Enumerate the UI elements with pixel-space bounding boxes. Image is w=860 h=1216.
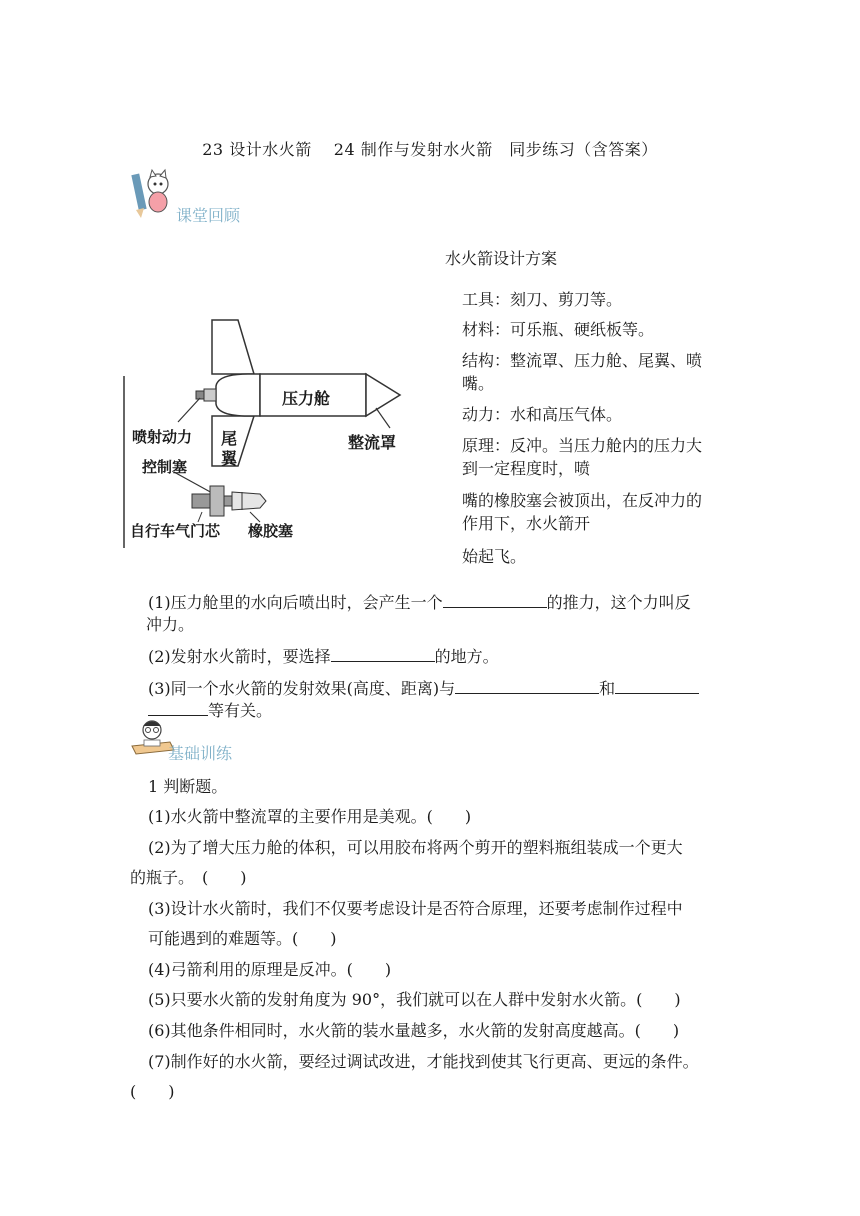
plan-structure-1: 结构：整流罩、压力舱、尾翼、喷 [462, 351, 703, 370]
review-question-2 [148, 645, 499, 668]
label-fin-1: 尾 [221, 429, 238, 448]
q2-text-a: (2)发射水火箭时，要选择 [148, 647, 331, 666]
q3-text-c: 等有关。 [208, 701, 273, 720]
label-fairing: 整流罩 [348, 433, 397, 452]
rocket-diagram [120, 316, 420, 552]
pencil-cat-icon [130, 168, 176, 220]
plan-heading: 水火箭设计方案 [445, 249, 558, 268]
review-question-1-cont: 冲力。 [146, 615, 195, 634]
plan-principle-1: 原理：反冲。当压力舱内的压力大 [462, 436, 703, 455]
q3-text-b: 和 [599, 679, 616, 698]
basic-item-4: (4)弓箭利用的原理是反冲。( ) [148, 960, 392, 979]
plan-power: 动力：水和高压气体。 [462, 405, 623, 424]
review-question-1 [148, 591, 691, 614]
basic-item-5: (5)只要水火箭的发射角度为 90°，我们就可以在人群中发射水火箭。( ) [148, 990, 681, 1009]
q2-text-b: 的地方。 [434, 647, 499, 666]
q3-blank-1[interactable] [455, 677, 599, 694]
basic-item-6: (6)其他条件相同时，水火箭的装水量越多，水火箭的发射高度越高。( ) [148, 1021, 680, 1040]
label-chamber: 压力舱 [282, 389, 331, 408]
q1-blank[interactable] [443, 591, 547, 608]
basic-item-1: (1)水火箭中整流罩的主要作用是美观。( ) [148, 807, 472, 826]
basic-item-3b: 可能遇到的难题等。( ) [148, 929, 337, 948]
plan-materials: 材料：可乐瓶、硬纸板等。 [462, 320, 655, 339]
q1-text-a: (1)压力舱里的水向后喷出时，会产生一个 [148, 593, 443, 612]
page-title: 23 设计水火箭 24 制作与发射水火箭 同步练习（含答案） [202, 140, 658, 159]
label-stopper: 橡胶塞 [248, 522, 294, 540]
review-question-3 [148, 677, 699, 700]
q3-blank-2-cont[interactable] [148, 699, 208, 716]
section-basic-label: 基础训练 [168, 744, 233, 763]
plan-principle-3: 嘴的橡胶塞会被顶出，在反冲力的 [462, 491, 703, 510]
label-control-1: 喷射动力 [132, 428, 193, 446]
label-control-2: 控制塞 [142, 458, 188, 476]
label-valve: 自行车气门芯 [130, 522, 221, 540]
q3-text-a: (3)同一个水火箭的发射效果(高度、距离)与 [148, 679, 456, 698]
q3-blank-2[interactable] [615, 677, 699, 694]
plan-principle-2: 到一定程度时，喷 [462, 459, 591, 478]
plan-structure-2: 嘴。 [462, 374, 495, 393]
section-review-label: 课堂回顾 [176, 206, 241, 225]
basic-item-2a: (2)为了增大压力舱的体积，可以用胶布将两个剪开的塑料瓶组装成一个更大 [148, 838, 683, 857]
basic-item-2b: 的瓶子。 ( ) [130, 868, 247, 887]
q2-blank[interactable] [331, 645, 435, 662]
plan-principle-5: 始起飞。 [462, 547, 527, 566]
basic-item-3a: (3)设计水火箭时，我们不仅要考虑设计是否符合原理，还要考虑制作过程中 [148, 899, 683, 918]
basic-heading: 1 判断题。 [148, 777, 228, 796]
q1-text-b: 的推力，这个力叫反 [546, 593, 691, 612]
basic-item-7a: (7)制作好的水火箭，要经过调试改进，才能找到使其飞行更高、更远的条件。 [148, 1052, 699, 1071]
label-fin-2: 翼 [221, 449, 238, 468]
plan-principle-4: 作用下，水火箭开 [462, 514, 591, 533]
basic-item-7b: ( ) [130, 1082, 175, 1101]
plan-tools: 工具：刻刀、剪刀等。 [462, 290, 623, 309]
